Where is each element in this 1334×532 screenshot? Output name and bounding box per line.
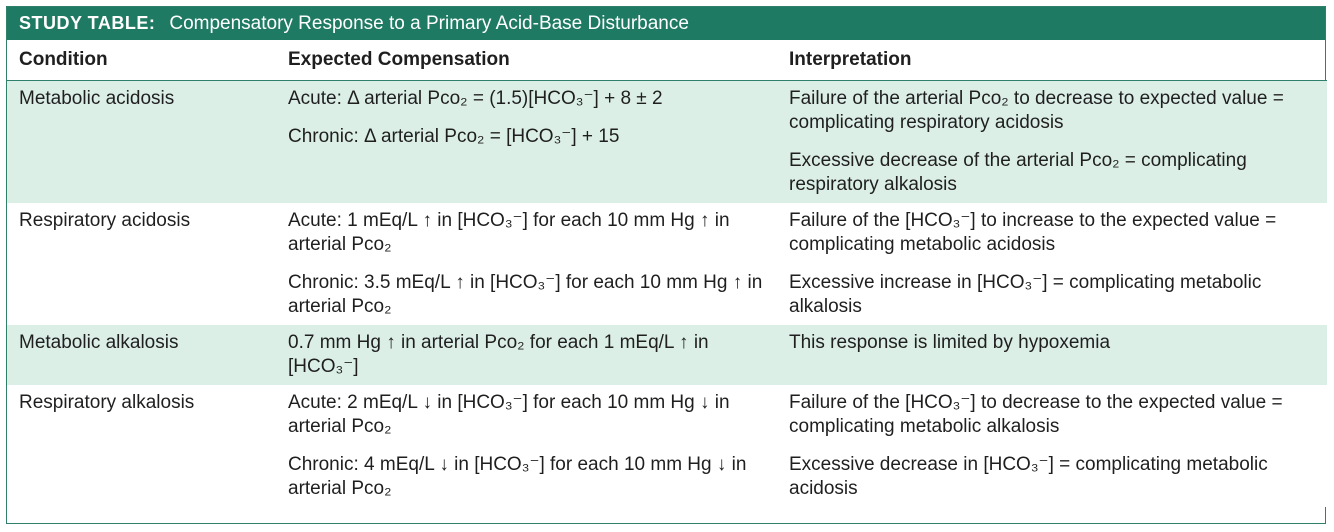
- column-header-interpretation: Interpretation: [777, 40, 1327, 81]
- column-header-condition: Condition: [7, 40, 276, 81]
- expected-cell: [276, 385, 777, 507]
- table-row: [7, 385, 1327, 507]
- header-row: [7, 40, 1327, 81]
- interpretation-entry: Excessive decrease in [HCO₃⁻] = complicating metabolic acidosis: [789, 454, 1268, 499]
- expected-entry: Acute: 1 mEq/L ↑ in [HCO₃⁻] for each 10 mm Hg ↑ in arterial Pco₂: [288, 210, 730, 255]
- compensation-table: [7, 40, 1327, 507]
- expected-entry: Acute: 2 mEq/L ↓ in [HCO₃⁻] for each 10 mm Hg ↓ in arterial Pco₂: [288, 392, 730, 437]
- interpretation-cell: [777, 385, 1327, 507]
- table-tag: STUDY TABLE:: [19, 13, 156, 33]
- expected-entry: 0.7 mm Hg ↑ in arterial Pco₂ for each 1 mEq/L ↑ in [HCO₃⁻]: [288, 332, 709, 377]
- expected-cell: [276, 203, 777, 325]
- interpretation-cell: [777, 203, 1327, 325]
- study-table: [6, 6, 1326, 524]
- table-row: [7, 203, 1327, 325]
- expected-entry: Chronic: 4 mEq/L ↓ in [HCO₃⁻] for each 10 mm Hg ↓ in arterial Pco₂: [288, 454, 747, 499]
- interpretation-cell: [777, 81, 1327, 204]
- table-row: [7, 325, 1327, 385]
- interpretation-cell: [777, 325, 1327, 385]
- expected-cell: [276, 81, 777, 204]
- column-header-expected: Expected Compensation: [276, 40, 777, 81]
- expected-entry: Chronic: 3.5 mEq/L ↑ in [HCO₃⁻] for each 10 mm Hg ↑ in arterial Pco₂: [288, 272, 763, 317]
- interpretation-entry: This response is limited by hypoxemia: [789, 332, 1111, 353]
- condition-cell: Respiratory alkalosis: [7, 385, 276, 507]
- expected-cell: [276, 325, 777, 385]
- interpretation-entry: Failure of the [HCO₃⁻] to increase to the expected value = complicating metabolic acidosis: [789, 210, 1277, 255]
- interpretation-entry: Failure of the [HCO₃⁻] to decrease to the expected value = complicating metabolic alkalosis: [789, 392, 1283, 437]
- expected-entry: Chronic: Δ arterial Pco₂ = [HCO₃⁻] + 15: [288, 126, 620, 147]
- table-row: [7, 81, 1327, 204]
- condition-cell: Metabolic alkalosis: [7, 325, 276, 385]
- table-title-bar: [7, 7, 1325, 40]
- expected-entry: Acute: Δ arterial Pco₂ = (1.5)[HCO₃⁻] + 8 ± 2: [288, 88, 663, 109]
- condition-cell: Metabolic acidosis: [7, 81, 276, 204]
- table-title: Compensatory Response to a Primary Acid-Base Disturbance: [169, 12, 689, 34]
- interpretation-entry: Failure of the arterial Pco₂ to decrease to expected value = complicating respiratory acidosis: [789, 88, 1284, 133]
- interpretation-entry: Excessive increase in [HCO₃⁻] = complicating metabolic alkalosis: [789, 272, 1262, 317]
- condition-cell: Respiratory acidosis: [7, 203, 276, 325]
- interpretation-entry: Excessive decrease of the arterial Pco₂ = complicating respiratory alkalosis: [789, 150, 1247, 195]
